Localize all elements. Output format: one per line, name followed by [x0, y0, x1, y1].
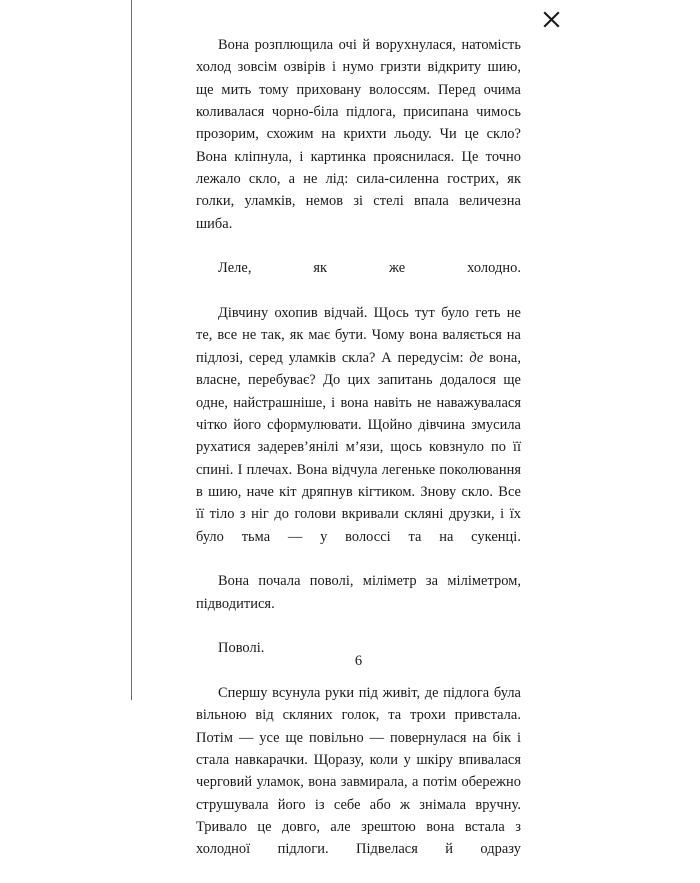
paragraph: Вона почала поволі, міліметр за міліметром, підводитися.	[196, 573, 521, 612]
paragraph	[196, 302, 521, 570]
paragraph: Спершу всунула руки під живіт, де підлога була вільною від скляних голок, та трохи привстала. Потім — усе ще повільно — повернулася на бік і стала навкарачки. Щоразу, коли у шкіру впивалася черговий уламок, вона завмирала, а потім обережно струшувала його із себе або ж знімала вручну. Тривало це довго, але зрештою вона встала з холодної підлоги. Підвелася й одразу	[196, 684, 521, 858]
paragraph: Поволі.	[218, 640, 265, 657]
close-icon[interactable]	[539, 7, 564, 32]
page-gutter-rule	[131, 0, 132, 700]
paragraph-text-segment: Дівчину охопив відчай. Щось тут було геть не те, все не так, як має бути. Чому вона валяється на підлозі, серед уламків скла? А передусім:	[196, 305, 521, 366]
paragraph: Леле, як же холодно.	[218, 260, 521, 277]
paragraph: Вона розплющила очі й ворухнулася, натомість холод зовсім озвірів і нумо гризти відкриту шию, ще мить тому приховану волоссям. Перед очима коливалася чорно-біла підлога, присипана чимось прозорим, схожим на крихти льоду. Чи це скло? Вона кліпнула, і картинка прояснилася. Це точно лежало скло, а не лід: сила-силенна гострих, як голки, уламків, немов зі стелі впала величезна шиба.	[196, 37, 521, 232]
paragraph-text-segment: вона, власне, перебуває? До цих запитань додалося ще одне, найстрашніше, і вона навіть не наважувалася чітко його сформулювати. Щойно дівчина змусила рухатися задерев’янілі м’язи, щось ковзнуло по її спині. І плечах. Вона відчула легеньке поколювання в шию, наче кіт дряпнув кігтиком. Знову скло. Все її тіло з ніг до голови вкривали скляні друзки, і їх було тьма — у волоссі та на сукенці.	[196, 349, 521, 545]
emphasized-word: де	[469, 349, 484, 366]
close-x-icon	[542, 10, 561, 29]
page-text-body	[196, 34, 521, 883]
page-number: 6	[354, 653, 363, 669]
